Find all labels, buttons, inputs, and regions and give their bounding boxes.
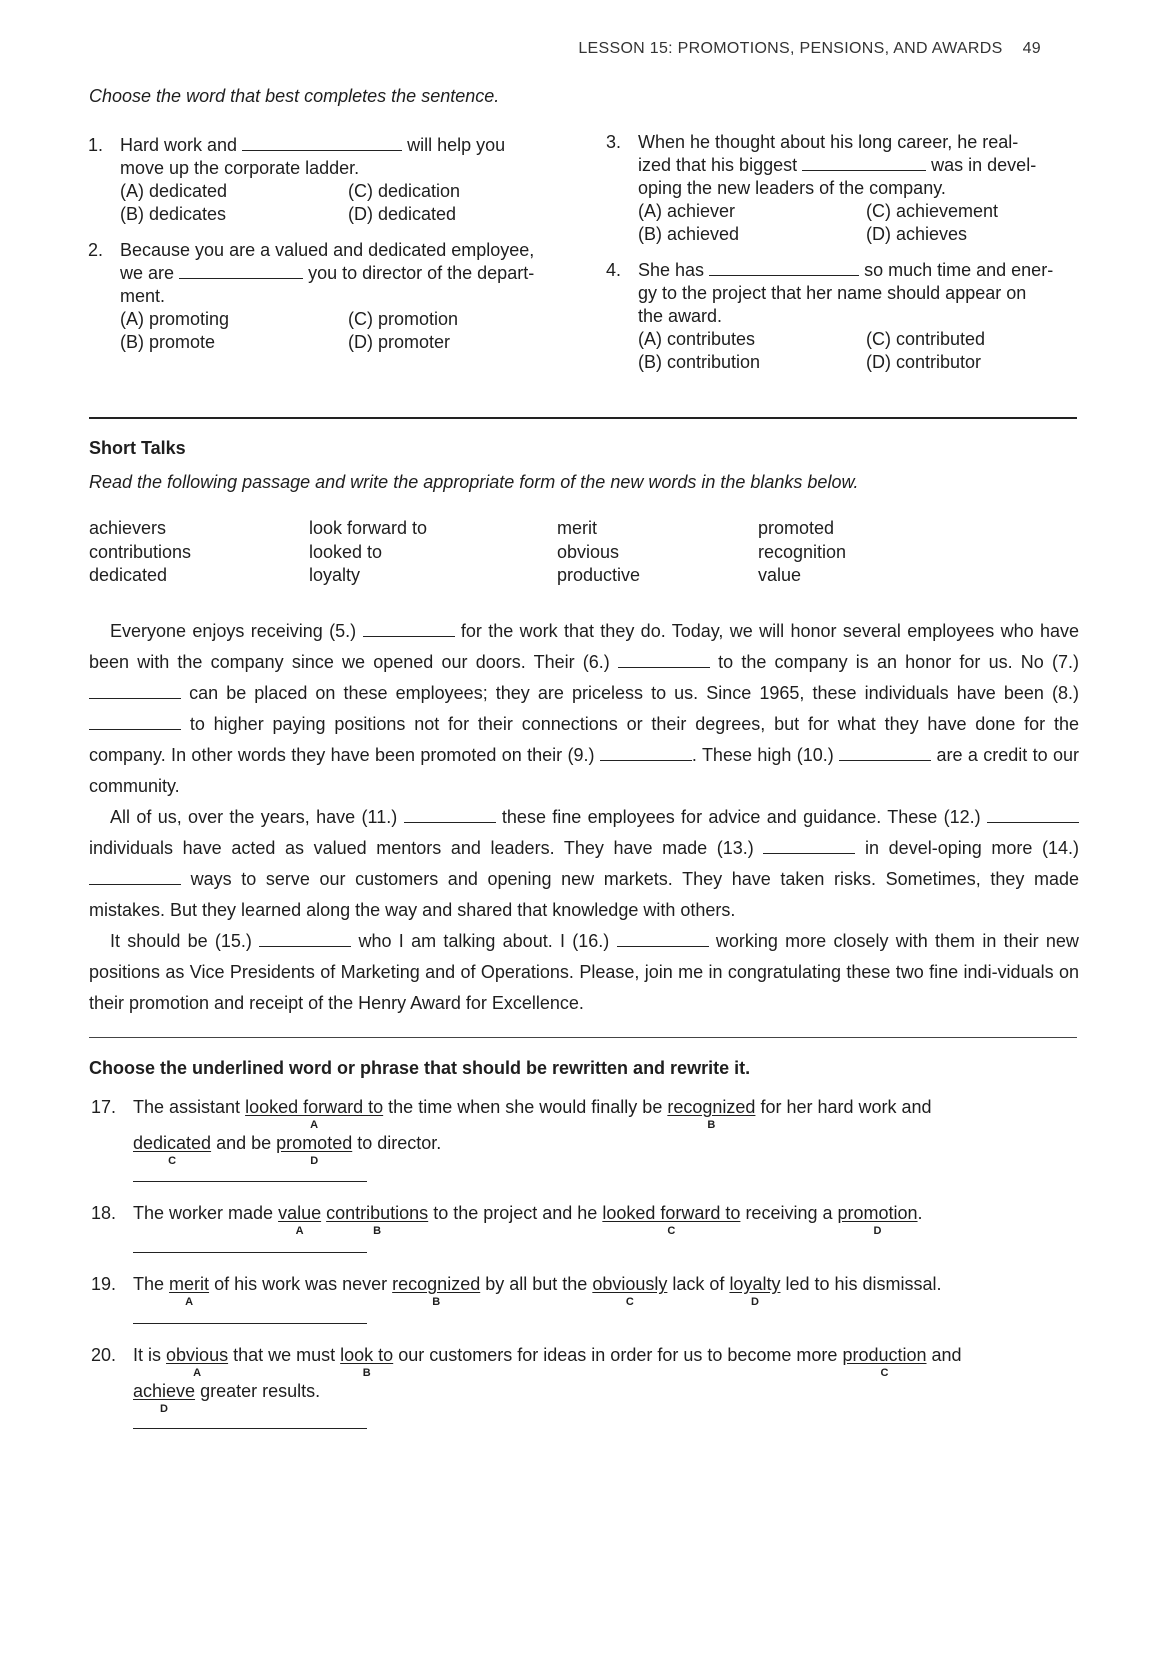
option-letter: D	[750, 1296, 759, 1308]
option-text: look to	[340, 1345, 394, 1365]
word-bank-item: promoted	[758, 518, 835, 538]
passage-text: can be placed on these employees; they are priceless to us. Since 1965, these individuals have been (8.)	[189, 683, 1079, 703]
word-bank-item: productive	[557, 565, 641, 585]
option-text: promotion	[837, 1203, 918, 1223]
option-letter: B	[707, 1119, 716, 1131]
question-text: that we must	[233, 1345, 336, 1365]
option-letter: A	[193, 1367, 202, 1379]
passage-text: . These high (10.)	[691, 745, 834, 765]
option-a: (A) dedicated	[120, 181, 228, 201]
word-bank-item: value	[758, 565, 802, 585]
passage-text: working more closely with them in their new positions as Vice Presidents of Marketing and of Operations. Please, join me in congratulating these two fine indi-viduals on their promotion and receipt of the Henry Award for Excellence.	[89, 931, 1079, 1013]
question-number: 1.	[88, 135, 104, 155]
option-text: obviously	[592, 1274, 668, 1294]
answer-line[interactable]	[133, 1252, 367, 1253]
option-letter: B	[432, 1296, 441, 1308]
question-text: and	[931, 1345, 962, 1365]
option-b: (B) contribution	[638, 352, 761, 372]
passage-text: It should be (15.)	[110, 931, 252, 951]
answer-blank	[987, 806, 1079, 823]
word-bank-item: look forward to	[309, 518, 428, 538]
word-bank-item: obvious	[557, 541, 620, 562]
passage-text: are a credit to our community.	[89, 745, 1079, 796]
word-bank-item: merit	[557, 518, 597, 538]
question-number: 2.	[88, 240, 104, 260]
option-letter: C	[168, 1155, 177, 1167]
underlined-option-a	[278, 1195, 322, 1237]
answer-blank	[617, 930, 709, 947]
option-letter: D	[873, 1225, 882, 1237]
answer-line[interactable]	[133, 1181, 367, 1182]
page-header	[578, 40, 1041, 58]
option-c: (C) achievement	[866, 201, 999, 221]
underlined-option-d	[133, 1373, 196, 1415]
passage-text: for the work that they do. Today, we will honor several employees who have been with the company since we opened our doors. Their (6.)	[89, 621, 1079, 672]
option-text: value	[278, 1203, 322, 1223]
option-text: promoted	[276, 1133, 353, 1153]
section-divider	[89, 417, 1077, 419]
option-c: (C) promotion	[348, 309, 459, 329]
answer-blank	[242, 134, 402, 151]
question-text: lack of	[672, 1274, 725, 1294]
option-d: (D) dedicated	[348, 204, 457, 224]
option-d: (D) achieves	[866, 224, 968, 244]
answer-blank	[89, 713, 181, 730]
question-text: so much time and ener-	[864, 260, 1054, 280]
question-text: oping the new leaders of the company.	[638, 178, 946, 198]
question-number: 18.	[91, 1203, 117, 1223]
answer-blank	[839, 744, 931, 761]
error-section-heading: Choose the underlined word or phrase that should be rewritten and rewrite it.	[89, 1058, 751, 1078]
underlined-option-c	[592, 1266, 668, 1308]
passage-text: individuals have acted as valued mentors and leaders. They have made (13.)	[89, 838, 754, 858]
passage-paragraph	[89, 802, 1079, 926]
question-number: 19.	[91, 1274, 117, 1294]
answer-blank	[404, 806, 496, 823]
option-d: (D) contributor	[866, 352, 982, 372]
question-text: The worker made	[133, 1203, 274, 1223]
option-letter: A	[295, 1225, 304, 1237]
question-18	[91, 1195, 1053, 1237]
answer-blank	[709, 259, 859, 276]
question-text: our customers for ideas in order for us to become more	[398, 1345, 838, 1365]
passage-text: these fine employees for advice and guidance. These (12.)	[501, 807, 981, 827]
option-a: (A) promoting	[120, 309, 230, 329]
option-b: (B) promote	[120, 332, 216, 352]
question-text: It is	[133, 1345, 162, 1365]
underlined-option-d	[837, 1195, 918, 1237]
question-text: to the project and he	[433, 1203, 598, 1223]
word-bank	[89, 517, 908, 588]
lesson-title: LESSON 15: PROMOTIONS, PENSIONS, AND AWARDS	[578, 40, 1003, 57]
question-text: by all but the	[485, 1274, 588, 1294]
answer-line[interactable]	[133, 1323, 367, 1324]
answer-blank	[618, 651, 710, 668]
option-c: (C) contributed	[866, 329, 986, 349]
question-number: 17.	[91, 1097, 117, 1117]
option-letter: C	[880, 1367, 889, 1379]
answer-blank	[802, 154, 926, 171]
passage-text: All of us, over the years, have (11.)	[110, 807, 398, 827]
underlined-option-b	[340, 1337, 394, 1379]
word-bank-item: dedicated	[89, 565, 168, 585]
answer-blank	[600, 744, 692, 761]
answer-blank	[363, 620, 455, 637]
question-text: greater results.	[200, 1381, 321, 1401]
underlined-option-b	[392, 1266, 481, 1308]
question-text: you to director of the depart-	[308, 263, 535, 283]
section1-instruction: Choose the word that best completes the sentence.	[89, 86, 500, 106]
option-text: achieve	[133, 1381, 196, 1401]
short-talks-instruction: Read the following passage and write the appropriate form of the new words in the blanks below.	[89, 472, 859, 492]
option-a: (A) contributes	[638, 329, 756, 349]
option-letter: C	[625, 1296, 634, 1308]
option-text: dedicated	[133, 1133, 212, 1153]
option-letter: A	[310, 1119, 319, 1131]
question-text: and be	[216, 1133, 272, 1153]
question-text: ment.	[120, 286, 166, 306]
question-text: we are	[120, 263, 175, 283]
answer-blank	[259, 930, 351, 947]
question-text: The assistant	[133, 1097, 241, 1117]
question-text: ized that his biggest	[638, 155, 798, 175]
option-b: (B) achieved	[638, 224, 740, 244]
option-text: merit	[169, 1274, 210, 1294]
question-number: 20.	[91, 1345, 117, 1365]
passage-text: to the company is an honor for us. No (7.)	[718, 652, 1079, 672]
question-text: the time when she would finally be	[388, 1097, 663, 1117]
passage	[89, 616, 1079, 1019]
question-20	[91, 1337, 1053, 1415]
underlined-option-b	[326, 1195, 429, 1237]
answer-line[interactable]	[133, 1428, 367, 1429]
question-text: The	[133, 1274, 165, 1294]
underlined-option-d	[729, 1266, 781, 1308]
question-number: 4.	[606, 260, 622, 280]
question-text: will help you	[407, 135, 506, 155]
answer-blank	[763, 837, 855, 854]
option-letter: A	[185, 1296, 194, 1308]
underlined-option-a	[169, 1266, 210, 1308]
option-text: looked forward to	[602, 1203, 741, 1223]
question-3	[606, 131, 1078, 246]
answer-blank	[89, 682, 181, 699]
answer-blank	[179, 262, 303, 279]
question-text: led to his dismissal.	[785, 1274, 942, 1294]
question-text: of his work was never	[214, 1274, 388, 1294]
underlined-option-a	[245, 1089, 384, 1131]
question-1	[88, 134, 560, 226]
question-text: When he thought about his long career, he real-	[638, 132, 1019, 152]
option-b: (B) dedicates	[120, 204, 227, 224]
passage-text: to higher paying positions not for their connections or their degrees, but for what they have done for the company. In other words they have been promoted on their (9.)	[89, 714, 1079, 765]
question-17	[91, 1089, 1053, 1167]
question-text: move up the corporate ladder.	[120, 158, 360, 178]
underlined-option-c	[602, 1195, 741, 1237]
option-text: obvious	[166, 1345, 229, 1365]
passage-text: ways to serve our customers and opening new markets. They have taken risks. Sometimes, they made mistakes. But they learned along the way and shared that knowledge with others.	[89, 869, 1079, 920]
question-2	[88, 239, 560, 354]
question-text: Because you are a valued and dedicated employee,	[120, 240, 535, 260]
question-text: the award.	[638, 306, 723, 326]
page-number: 49	[1022, 40, 1041, 57]
passage-paragraph	[89, 926, 1079, 1019]
option-letter: C	[667, 1225, 676, 1237]
option-letter: D	[310, 1155, 319, 1167]
option-letter: B	[373, 1225, 382, 1237]
underlined-option-b	[667, 1089, 756, 1131]
passage-text: in devel-oping more (14.)	[865, 838, 1079, 858]
option-text: recognized	[392, 1274, 481, 1294]
word-bank-item: achievers	[89, 518, 167, 538]
question-4	[606, 259, 1078, 374]
question-text: was in devel-	[931, 155, 1037, 175]
underlined-option-c	[842, 1337, 927, 1379]
passage-text: Everyone enjoys receiving (5.)	[110, 621, 357, 641]
word-bank-item: contributions	[89, 541, 192, 562]
word-bank-item: recognition	[758, 541, 847, 562]
word-bank-item: looked to	[309, 541, 383, 562]
option-text: loyalty	[729, 1274, 781, 1294]
question-text: Hard work and	[120, 135, 238, 155]
option-letter: D	[160, 1403, 168, 1415]
short-talks-heading: Short Talks	[89, 438, 186, 458]
passage-paragraph	[89, 616, 1079, 802]
question-text: to director.	[357, 1133, 442, 1153]
underlined-option-c	[133, 1125, 212, 1167]
underlined-option-d	[276, 1125, 353, 1167]
word-bank-item: loyalty	[309, 565, 361, 585]
answer-blank	[89, 868, 181, 885]
question-text: for her hard work and	[760, 1097, 932, 1117]
passage-text: who I am talking about. I (16.)	[358, 931, 610, 951]
underlined-option-a	[166, 1337, 229, 1379]
option-letter: B	[362, 1367, 371, 1379]
option-text: production	[842, 1345, 927, 1365]
option-text: contributions	[326, 1203, 429, 1223]
question-19	[91, 1266, 1053, 1308]
question-text: receiving a	[745, 1203, 833, 1223]
option-c: (C) dedication	[348, 181, 461, 201]
question-text: .	[917, 1203, 923, 1223]
question-text: She has	[638, 260, 705, 280]
option-a: (A) achiever	[638, 201, 736, 221]
section-divider	[89, 1037, 1077, 1038]
option-text: looked forward to	[245, 1097, 384, 1117]
question-number: 3.	[606, 132, 622, 152]
question-text: gy to the project that her name should appear on	[638, 283, 1027, 303]
option-d: (D) promoter	[348, 332, 451, 352]
option-text: recognized	[667, 1097, 756, 1117]
